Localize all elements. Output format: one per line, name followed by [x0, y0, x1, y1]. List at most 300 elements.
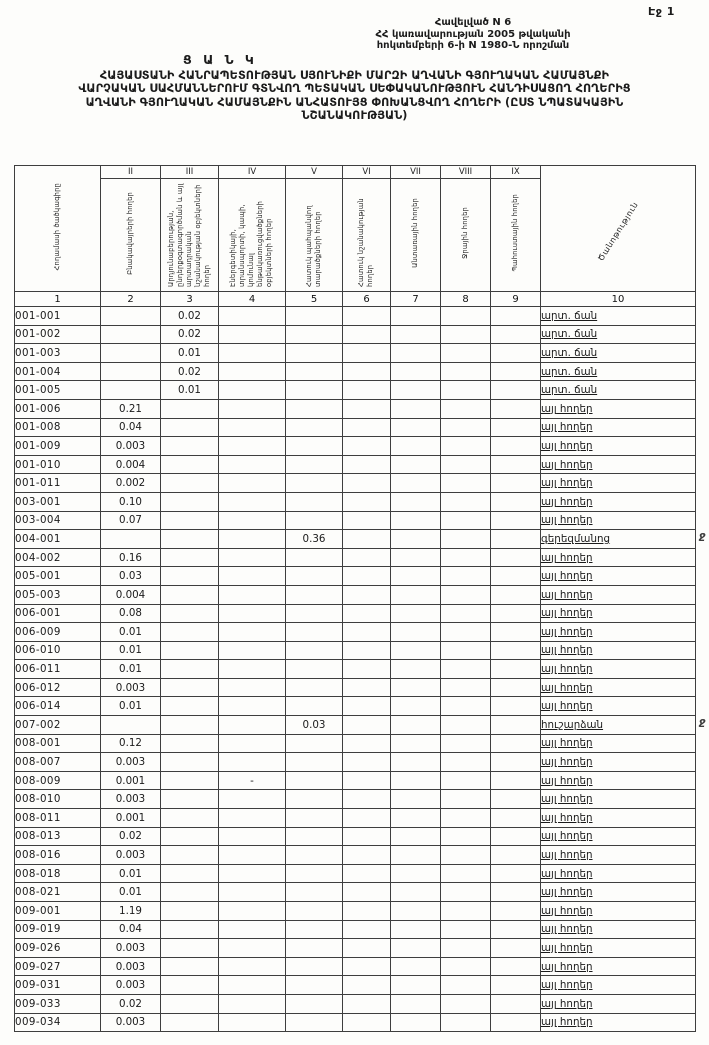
area-value-cell	[161, 604, 219, 623]
column-number-6: 6	[343, 292, 391, 307]
area-value-cell	[343, 437, 391, 456]
parcel-code: 003-004	[15, 511, 101, 530]
area-value-cell	[491, 604, 541, 623]
parcel-code: 008-001	[15, 734, 101, 753]
parcel-code: 001-005	[15, 381, 101, 400]
note-cell	[541, 864, 696, 883]
area-value-cell	[286, 511, 343, 530]
area-value-cell	[219, 418, 286, 437]
area-value-cell	[161, 548, 219, 567]
area-value-cell	[491, 455, 541, 474]
area-value-cell	[491, 641, 541, 660]
area-value-cell	[491, 864, 541, 883]
column-header-reserve-lands	[491, 179, 541, 292]
area-value-cell	[161, 511, 219, 530]
area-value-cell: 0.003	[101, 437, 161, 456]
area-value-cell	[219, 641, 286, 660]
document-heading: Ց Ա Ն Կ	[183, 52, 258, 67]
area-value-cell	[219, 976, 286, 995]
table-row	[15, 325, 696, 344]
title-line-1: ՀԱՅԱՍՏԱՆԻ ՀԱՆՐԱՊԵՏՈՒԹՅԱՆ ՍՅՈՒՆԻՔԻ ՄԱՐԶԻ ԱՂՎԱՆԻ ԳՅՈՒՂԱԿԱՆ ՀԱՄԱՅՆՔԻ	[99, 69, 610, 82]
parcel-code: 001-008	[15, 418, 101, 437]
area-value-cell	[286, 957, 343, 976]
note-text: արտ. ճան	[541, 309, 598, 322]
column-number-10: 10	[541, 292, 696, 307]
area-value-cell	[219, 511, 286, 530]
column-header-water-lands-label: Ջրային հողեր	[460, 207, 469, 259]
area-value-cell	[441, 511, 491, 530]
note-cell	[541, 567, 696, 586]
area-value-cell	[491, 716, 541, 735]
area-value-cell: 0.004	[101, 585, 161, 604]
note-text: այլ հողեր	[541, 811, 593, 824]
area-value-cell	[219, 623, 286, 642]
area-value-cell	[219, 344, 286, 363]
table-row	[15, 920, 696, 939]
area-value-cell	[343, 957, 391, 976]
roman-numeral-2: II	[101, 166, 161, 179]
area-value-cell	[161, 492, 219, 511]
area-value-cell	[391, 437, 441, 456]
parcel-code: 009-034	[15, 1013, 101, 1032]
area-value-cell	[343, 790, 391, 809]
column-header-parcel-code	[15, 166, 101, 292]
area-value-cell: 0.01	[101, 883, 161, 902]
area-value-cell	[391, 771, 441, 790]
area-value-cell	[286, 381, 343, 400]
parcel-code: 006-014	[15, 697, 101, 716]
note-cell	[541, 678, 696, 697]
area-value-cell	[391, 678, 441, 697]
appendix-line-1: Հավելված N 6	[434, 17, 512, 28]
area-value-cell	[491, 362, 541, 381]
area-value-cell	[101, 716, 161, 735]
area-value-cell	[441, 902, 491, 921]
area-value-cell	[286, 864, 343, 883]
area-value-cell	[391, 753, 441, 772]
parcel-code: 003-001	[15, 492, 101, 511]
area-value-cell	[491, 437, 541, 456]
area-value-cell: 0.01	[101, 641, 161, 660]
table-row	[15, 530, 696, 549]
area-value-cell	[391, 362, 441, 381]
note-cell	[541, 790, 696, 809]
area-value-cell	[441, 585, 491, 604]
column-header-reserve-lands-label: Պահուստային հողեր	[510, 194, 519, 272]
area-value-cell	[286, 623, 343, 642]
area-value-cell	[391, 492, 441, 511]
area-value-cell	[391, 697, 441, 716]
note-text: այլ հողեր	[541, 1016, 593, 1029]
area-value-cell	[491, 920, 541, 939]
area-value-cell	[286, 809, 343, 828]
area-value-cell	[441, 418, 491, 437]
table-row	[15, 864, 696, 883]
area-value-cell	[491, 623, 541, 642]
note-text: հուշարձան	[541, 718, 604, 731]
column-header-special-purpose-lands	[343, 179, 391, 292]
area-value-cell	[491, 753, 541, 772]
area-value-cell: 0.001	[101, 809, 161, 828]
area-value-cell	[286, 660, 343, 679]
note-cell	[541, 474, 696, 493]
area-value-cell	[286, 697, 343, 716]
area-value-cell	[491, 325, 541, 344]
area-value-cell	[491, 474, 541, 493]
area-value-cell	[441, 994, 491, 1013]
area-value-cell	[441, 455, 491, 474]
area-value-cell	[441, 492, 491, 511]
parcel-code: 001-004	[15, 362, 101, 381]
column-header-industrial-lands	[161, 179, 219, 292]
parcel-code: 006-011	[15, 660, 101, 679]
area-value-cell	[441, 939, 491, 958]
note-cell	[541, 362, 696, 381]
parcel-code: 009-026	[15, 939, 101, 958]
area-value-cell	[441, 530, 491, 549]
area-value-cell	[101, 530, 161, 549]
appendix-line-3: հոկտեմբերի 6-ի N 1980-Ն որոշման	[376, 40, 570, 51]
document-title	[0, 69, 709, 123]
note-text: այլ հողեր	[541, 904, 593, 917]
area-value-cell	[391, 1013, 441, 1032]
note-text: այլ հողեր	[541, 700, 593, 713]
roman-numeral-7: VII	[391, 166, 441, 179]
note-cell	[541, 939, 696, 958]
parcel-code: 006-001	[15, 604, 101, 623]
area-value-cell	[491, 846, 541, 865]
column-number-8: 8	[441, 292, 491, 307]
area-value-cell	[391, 585, 441, 604]
area-value-cell	[101, 325, 161, 344]
area-value-cell	[286, 790, 343, 809]
area-value-cell	[161, 790, 219, 809]
area-value-cell	[491, 1013, 541, 1032]
area-value-cell	[491, 344, 541, 363]
note-cell	[541, 641, 696, 660]
area-value-cell: 0.003	[101, 790, 161, 809]
appendix-reference	[340, 17, 606, 52]
area-value-cell	[343, 753, 391, 772]
area-value-cell	[219, 809, 286, 828]
area-value-cell	[441, 325, 491, 344]
area-value-cell	[441, 790, 491, 809]
area-value-cell	[286, 976, 343, 995]
note-text: այլ հողեր	[541, 458, 593, 471]
column-header-parcel-code-label: Հողամասի ծածկագիրը	[52, 182, 61, 271]
table-row	[15, 604, 696, 623]
area-value-cell	[219, 660, 286, 679]
table-row	[15, 344, 696, 363]
area-value-cell	[343, 902, 391, 921]
area-value-cell: 0.02	[161, 362, 219, 381]
area-value-cell	[491, 697, 541, 716]
area-value-cell	[491, 399, 541, 418]
area-value-cell: 0.04	[101, 920, 161, 939]
area-value-cell	[286, 418, 343, 437]
note-cell	[541, 883, 696, 902]
table-row	[15, 902, 696, 921]
area-value-cell	[441, 883, 491, 902]
area-value-cell	[161, 771, 219, 790]
area-value-cell	[391, 864, 441, 883]
area-value-cell	[161, 1013, 219, 1032]
note-cell	[541, 492, 696, 511]
area-value-cell	[441, 697, 491, 716]
note-cell	[541, 809, 696, 828]
area-value-cell	[491, 939, 541, 958]
area-value-cell	[441, 362, 491, 381]
area-value-cell	[441, 567, 491, 586]
area-value-cell	[343, 697, 391, 716]
area-value-cell	[391, 716, 441, 735]
area-value-cell	[161, 809, 219, 828]
note-cell	[541, 418, 696, 437]
note-cell	[541, 381, 696, 400]
area-value-cell	[286, 994, 343, 1013]
area-value-cell	[441, 623, 491, 642]
area-value-cell	[219, 492, 286, 511]
area-value-cell	[343, 678, 391, 697]
table-row	[15, 846, 696, 865]
area-value-cell	[391, 511, 441, 530]
area-value-cell	[343, 567, 391, 586]
area-value-cell	[286, 362, 343, 381]
area-value-cell	[343, 399, 391, 418]
title-line-4: ՆՇԱՆԱԿՈՒԹՅԱՆ)	[301, 109, 408, 123]
area-value-cell	[343, 362, 391, 381]
area-value-cell	[491, 883, 541, 902]
area-value-cell	[219, 604, 286, 623]
note-text: այլ հողեր	[541, 625, 593, 638]
area-value-cell	[161, 734, 219, 753]
area-value-cell	[219, 827, 286, 846]
area-value-cell	[161, 976, 219, 995]
area-value-cell	[391, 474, 441, 493]
area-value-cell	[491, 492, 541, 511]
area-value-cell	[391, 567, 441, 586]
note-text: այլ հողեր	[541, 923, 593, 936]
area-value-cell	[343, 641, 391, 660]
area-value-cell	[441, 1013, 491, 1032]
area-value-cell	[343, 827, 391, 846]
area-value-cell	[219, 474, 286, 493]
area-value-cell: 0.01	[161, 381, 219, 400]
area-value-cell	[286, 641, 343, 660]
column-header-energy-transport-communal-lands	[219, 179, 286, 292]
appendix-line-2: ՀՀ կառավարության 2005 թվականի	[375, 28, 571, 40]
note-text: այլ հողեր	[541, 588, 593, 601]
area-value-cell	[161, 678, 219, 697]
area-value-cell	[219, 678, 286, 697]
area-value-cell	[161, 697, 219, 716]
area-value-cell	[391, 381, 441, 400]
parcel-code: 001-006	[15, 399, 101, 418]
area-value-cell	[441, 716, 491, 735]
parcel-code: 008-007	[15, 753, 101, 772]
area-value-cell	[491, 511, 541, 530]
parcel-code: 005-001	[15, 567, 101, 586]
parcel-code: 009-001	[15, 902, 101, 921]
area-value-cell	[219, 753, 286, 772]
column-header-note-label: Ծանոթություն	[596, 200, 640, 263]
area-value-cell	[219, 957, 286, 976]
area-value-cell	[441, 771, 491, 790]
area-value-cell: 0.16	[101, 548, 161, 567]
column-header-protected-area-lands-label: Հատուկ պահպանվող տարածքների հողեր	[304, 205, 322, 287]
note-cell	[541, 716, 696, 735]
table-row	[15, 418, 696, 437]
area-value-cell	[286, 604, 343, 623]
table-row	[15, 678, 696, 697]
table-row	[15, 511, 696, 530]
roman-numeral-8: VIII	[441, 166, 491, 179]
area-value-cell	[286, 492, 343, 511]
area-value-cell	[391, 399, 441, 418]
table-row	[15, 994, 696, 1013]
area-value-cell	[161, 455, 219, 474]
parcel-code: 008-016	[15, 846, 101, 865]
area-value-cell	[101, 344, 161, 363]
note-text: այլ հողեր	[541, 830, 593, 843]
area-value-cell: 0.002	[101, 474, 161, 493]
column-header-energy-transport-communal-lands-label: Էներգետիկայի, տրանսպորտի, կապի, կոմունալ ենթակառուցվածքների օբյեկտների հողեր	[229, 200, 274, 287]
table-row	[15, 660, 696, 679]
parcel-code: 009-031	[15, 976, 101, 995]
area-value-cell	[343, 548, 391, 567]
area-value-cell	[286, 827, 343, 846]
area-value-cell: 0.003	[101, 846, 161, 865]
area-value-cell	[219, 716, 286, 735]
note-cell	[541, 660, 696, 679]
area-value-cell	[391, 734, 441, 753]
area-value-cell	[491, 585, 541, 604]
note-cell	[541, 604, 696, 623]
area-value-cell: 0.21	[101, 399, 161, 418]
note-text: արտ. ճան	[541, 365, 598, 378]
area-value-cell	[343, 994, 391, 1013]
area-value-cell	[441, 437, 491, 456]
area-value-cell	[161, 567, 219, 586]
area-value-cell: 0.02	[161, 307, 219, 326]
column-header-protected-area-lands	[286, 179, 343, 292]
area-value-cell	[286, 771, 343, 790]
area-value-cell	[491, 734, 541, 753]
note-cell	[541, 307, 696, 326]
area-value-cell	[343, 809, 391, 828]
parcel-code: 008-010	[15, 790, 101, 809]
area-value-cell	[441, 474, 491, 493]
area-value-cell	[391, 307, 441, 326]
column-header-industrial-lands-label: Արդյունաբերության, ընդերքօգտագործման և այլ արտադրական նշանակության օբյեկտների հողեր	[166, 183, 212, 287]
note-cell	[541, 771, 696, 790]
area-value-cell	[343, 418, 391, 437]
area-value-cell	[219, 939, 286, 958]
area-value-cell	[491, 902, 541, 921]
area-value-cell	[441, 604, 491, 623]
note-text: այլ հողեր	[541, 793, 593, 806]
area-value-cell	[343, 455, 391, 474]
area-value-cell: 0.10	[101, 492, 161, 511]
area-value-cell	[491, 418, 541, 437]
area-value-cell: 0.36	[286, 530, 343, 549]
area-value-cell	[441, 976, 491, 995]
area-value-cell	[343, 530, 391, 549]
roman-numeral-row	[15, 166, 696, 179]
area-value-cell	[343, 474, 391, 493]
parcel-code: 006-009	[15, 623, 101, 642]
table-row	[15, 790, 696, 809]
note-text: այլ հողեր	[541, 849, 593, 862]
note-cell	[541, 846, 696, 865]
title-line-2: ՎԱՐՉԱԿԱՆ ՍԱՀՄԱՆՆԵՐՈՒՄ ԳՏՆՎՈՂ ՊԵՏԱԿԱՆ ՍԵՓԱԿԱՆՈՒԹՅՈՒՆ ՀԱՆԴԻՍԱՑՈՂ ՀՈՂԵՐԻՑ	[78, 82, 631, 96]
note-cell	[541, 697, 696, 716]
roman-numeral-6: VI	[343, 166, 391, 179]
note-text: այլ հողեր	[541, 737, 593, 750]
area-value-cell	[286, 325, 343, 344]
area-value-cell: 0.01	[101, 864, 161, 883]
table-row	[15, 641, 696, 660]
column-number-3: 3	[161, 292, 219, 307]
note-text: այլ հողեր	[541, 886, 593, 899]
area-value-cell: 0.003	[101, 753, 161, 772]
area-value-cell	[491, 307, 541, 326]
column-header-special-purpose-lands-label: Հատուկ նշանակության հողեր	[357, 198, 375, 287]
table-row	[15, 362, 696, 381]
area-value-cell	[343, 307, 391, 326]
note-text: այլ հողեր	[541, 960, 593, 973]
note-text: գերեզմանոց	[541, 532, 611, 545]
note-text: այլ հողեր	[541, 570, 593, 583]
handwritten-margin-mark: ջ	[699, 715, 706, 728]
area-value-cell	[219, 307, 286, 326]
area-value-cell	[391, 604, 441, 623]
area-value-cell	[491, 548, 541, 567]
area-value-cell	[161, 474, 219, 493]
parcel-code: 001-009	[15, 437, 101, 456]
parcel-code: 001-011	[15, 474, 101, 493]
area-value-cell	[441, 734, 491, 753]
area-value-cell	[219, 381, 286, 400]
column-header-settlement-lands	[101, 179, 161, 292]
table-row	[15, 585, 696, 604]
area-value-cell	[161, 437, 219, 456]
area-value-cell	[441, 399, 491, 418]
note-text: այլ հողեր	[541, 756, 593, 769]
roman-numeral-5: V	[286, 166, 343, 179]
table-row	[15, 957, 696, 976]
area-value-cell	[391, 530, 441, 549]
area-value-cell	[491, 994, 541, 1013]
area-value-cell	[391, 846, 441, 865]
table-row	[15, 734, 696, 753]
parcel-code: 005-003	[15, 585, 101, 604]
area-value-cell	[491, 771, 541, 790]
note-cell	[541, 623, 696, 642]
area-value-cell	[161, 399, 219, 418]
area-value-cell	[219, 920, 286, 939]
parcel-code: 001-003	[15, 344, 101, 363]
parcel-code: 008-009	[15, 771, 101, 790]
column-header-forest-lands-label: Անտառային հողեր	[410, 198, 419, 268]
area-value-cell	[219, 567, 286, 586]
area-value-cell: 0.003	[101, 1013, 161, 1032]
note-cell	[541, 1013, 696, 1032]
area-value-cell	[343, 734, 391, 753]
area-value-cell	[161, 585, 219, 604]
area-value-cell	[441, 344, 491, 363]
area-value-cell	[161, 902, 219, 921]
